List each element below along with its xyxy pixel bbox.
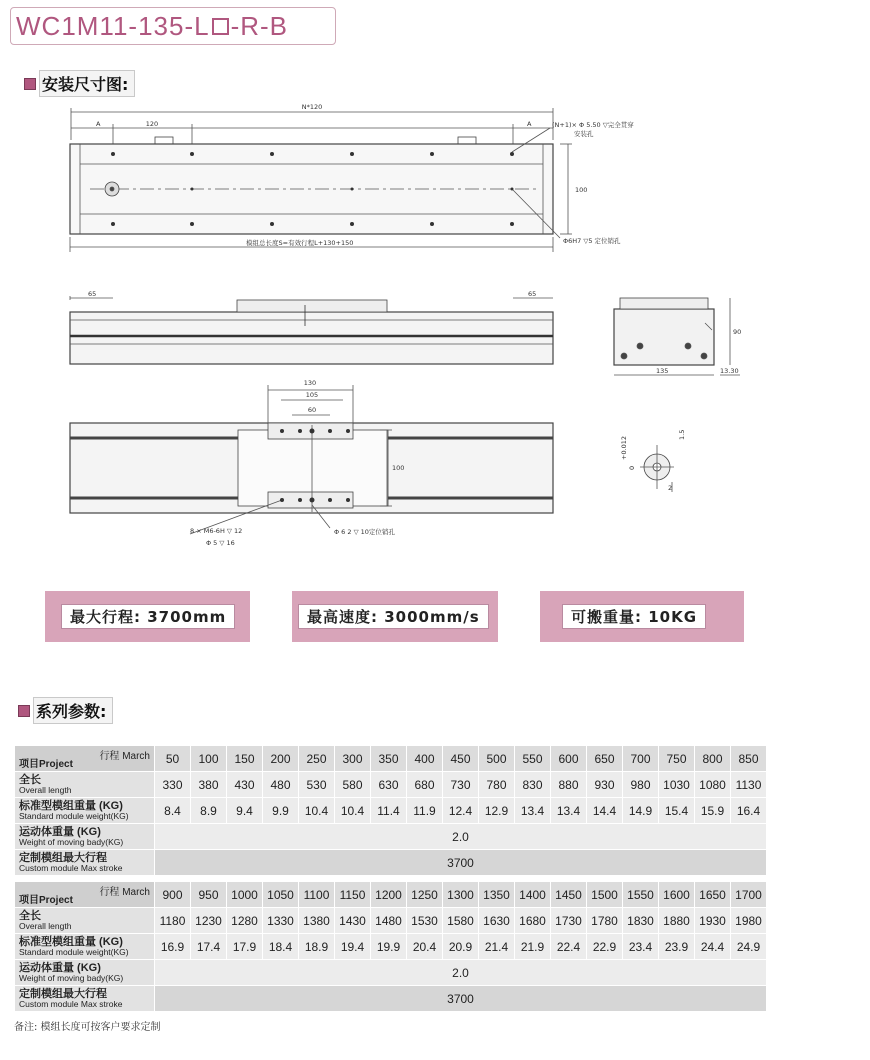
overall-cell: 1830 — [623, 908, 659, 934]
weight-cell: 17.4 — [191, 934, 227, 960]
weight-cell: 14.4 — [587, 798, 623, 824]
locating-pin-note: Φ 6 2 ▽ 10定位销孔 — [334, 528, 395, 536]
placeholder-square-icon — [212, 18, 229, 35]
dim-65-right: 65 — [528, 290, 537, 298]
dim-90: 90 — [733, 328, 742, 336]
stroke-cell: 750 — [659, 746, 695, 772]
overall-cell: 1230 — [191, 908, 227, 934]
weight-cell: 10.4 — [299, 798, 335, 824]
dim-c130: 130 — [303, 379, 317, 387]
overall-cell: 1930 — [695, 908, 731, 934]
weight-cell: 10.4 — [335, 798, 371, 824]
stroke-cell: 650 — [587, 746, 623, 772]
square-bullet-icon — [18, 705, 30, 717]
stroke-cell: 50 — [155, 746, 191, 772]
spec-max-speed-label: 最高速度: 3000mm/s — [298, 604, 489, 629]
overall-cell: 880 — [551, 772, 587, 798]
moving-en: Weight of moving bady(KG) — [19, 836, 124, 847]
stroke-cell: 1050 — [263, 882, 299, 908]
overall-cell: 1180 — [155, 908, 191, 934]
stroke-label: 行程 March — [99, 887, 150, 898]
dim-120: 120 — [145, 120, 159, 128]
overall-cell: 530 — [299, 772, 335, 798]
section-params-label: 系列参数: — [33, 697, 113, 724]
overall-cell: 1780 — [587, 908, 623, 934]
table-row — [15, 960, 767, 986]
stroke-cell: 450 — [443, 746, 479, 772]
params-table-1 — [14, 745, 767, 876]
weight-en: Standard module weight(KG) — [19, 810, 129, 821]
overall-cell: 1030 — [659, 772, 695, 798]
max-cn: 定制模组最大行程 — [19, 987, 107, 1000]
mount-hole-note: (N+1)× Φ 5.50 ▽完全贯穿 — [552, 121, 634, 129]
weight-cell: 23.4 — [623, 934, 659, 960]
stroke-cell: 1150 — [335, 882, 371, 908]
overall-cell: 1880 — [659, 908, 695, 934]
weight-cell: 8.4 — [155, 798, 191, 824]
table-row — [15, 824, 767, 850]
stroke-cell: 600 — [551, 746, 587, 772]
dim-c105: 105 — [305, 391, 319, 399]
weight-cell: 9.9 — [263, 798, 299, 824]
weight-cell: 16.9 — [155, 934, 191, 960]
dim-a-right: A — [527, 120, 532, 128]
params-table-2 — [14, 881, 767, 1012]
row-label-max — [15, 850, 155, 876]
stroke-cell: 150 — [227, 746, 263, 772]
overall-cell: 480 — [263, 772, 299, 798]
overall-cell: 1330 — [263, 908, 299, 934]
stroke-cell: 500 — [479, 746, 515, 772]
row-label-moving — [15, 960, 155, 986]
detail-dim-b: 2 — [668, 484, 673, 492]
weight-cell: 16.4 — [731, 798, 767, 824]
moving-weight-cell: 2.0 — [155, 824, 767, 850]
moving-cn: 运动体重量 (KG) — [19, 825, 101, 838]
weight-cell: 21.4 — [479, 934, 515, 960]
overall-cell: 980 — [623, 772, 659, 798]
max-stroke-cell: 3700 — [155, 986, 767, 1012]
weight-cell: 24.4 — [695, 934, 731, 960]
weight-cell: 11.9 — [407, 798, 443, 824]
table-row — [15, 908, 767, 934]
dim-height: 100 — [575, 186, 588, 194]
weight-cell: 20.9 — [443, 934, 479, 960]
stroke-cell: 950 — [191, 882, 227, 908]
max-en: Custom module Max stroke — [19, 998, 123, 1009]
moving-en: Weight of moving bady(KG) — [19, 972, 124, 983]
stroke-cell: 550 — [515, 746, 551, 772]
stroke-cell: 1600 — [659, 882, 695, 908]
overall-cell: 1480 — [371, 908, 407, 934]
overall-cell: 580 — [335, 772, 371, 798]
row-label-moving — [15, 824, 155, 850]
project-label: 项目Project — [19, 759, 73, 770]
overall-cell: 330 — [155, 772, 191, 798]
pin-hole-note: Φ6H7 ▽5 定位销孔 — [563, 237, 621, 245]
overall-en: Overall length — [19, 784, 72, 795]
moving-cn: 运动体重量 (KG) — [19, 961, 101, 974]
front-view — [70, 296, 553, 364]
top-view — [70, 108, 572, 252]
spec-max-stroke — [45, 591, 250, 642]
weight-cell: 19.9 — [371, 934, 407, 960]
dim-13: 13.30 — [720, 367, 739, 375]
max-cn: 定制模组最大行程 — [19, 851, 107, 864]
thread-note: 8 × M6-6H ▽ 12 — [190, 527, 243, 535]
row-label-overall — [15, 908, 155, 934]
mount-hole-note2: 安装孔 — [574, 130, 594, 138]
overall-cell: 930 — [587, 772, 623, 798]
row-label-weight — [15, 798, 155, 824]
weight-cell: 23.9 — [659, 934, 695, 960]
overall-cn: 全长 — [19, 773, 41, 786]
side-view — [614, 298, 740, 375]
stroke-cell: 250 — [299, 746, 335, 772]
stroke-cell: 400 — [407, 746, 443, 772]
overall-cell: 1580 — [443, 908, 479, 934]
weight-cell: 9.4 — [227, 798, 263, 824]
weight-cell: 20.4 — [407, 934, 443, 960]
weight-cell: 14.9 — [623, 798, 659, 824]
overall-cell: 1080 — [695, 772, 731, 798]
weight-cell: 12.9 — [479, 798, 515, 824]
table-row — [15, 772, 767, 798]
stroke-cell: 1700 — [731, 882, 767, 908]
table-row — [15, 986, 767, 1012]
table-header-project — [15, 882, 155, 908]
stroke-cell: 1550 — [623, 882, 659, 908]
stroke-cell: 100 — [191, 746, 227, 772]
stroke-cell: 800 — [695, 746, 731, 772]
row-label-max — [15, 986, 155, 1012]
section-drawing-heading — [24, 70, 135, 97]
overall-cell: 630 — [371, 772, 407, 798]
stroke-cell: 850 — [731, 746, 767, 772]
weight-cell: 15.9 — [695, 798, 731, 824]
project-label: 项目Project — [19, 895, 73, 906]
stroke-cell: 350 — [371, 746, 407, 772]
table-row — [15, 850, 767, 876]
dim-c100: 100 — [392, 464, 405, 472]
stroke-cell: 1200 — [371, 882, 407, 908]
spec-max-speed — [292, 591, 498, 642]
weight-cell: 8.9 — [191, 798, 227, 824]
stroke-cell: 1350 — [479, 882, 515, 908]
spec-payload — [540, 591, 744, 642]
total-length-note: 模组总长度S=有效行程L+130+150 — [246, 239, 354, 247]
spec-payload-label: 可搬重量: 10KG — [562, 604, 706, 629]
tolerance-upper: +0.012 — [620, 435, 628, 460]
dim-65-left: 65 — [88, 290, 97, 298]
detail-dim-a: 1.5 — [678, 429, 686, 440]
stroke-label: 行程 March — [99, 751, 150, 762]
spec-max-stroke-label: 最大行程: 3700mm — [61, 604, 235, 629]
weight-cell: 22.4 — [551, 934, 587, 960]
stroke-cell: 1100 — [299, 882, 335, 908]
weight-cell: 17.9 — [227, 934, 263, 960]
overall-cell: 1280 — [227, 908, 263, 934]
stroke-cell: 1400 — [515, 882, 551, 908]
stroke-cell: 700 — [623, 746, 659, 772]
weight-cn: 标准型模组重量 (KG) — [19, 799, 123, 812]
section-drawing-label: 安装尺寸图: — [39, 70, 135, 97]
overall-cell: 1430 — [335, 908, 371, 934]
overall-cell: 680 — [407, 772, 443, 798]
stroke-cell: 1000 — [227, 882, 263, 908]
dim-135: 135 — [656, 367, 669, 375]
model-title-prefix: WC1M11-135-L — [16, 10, 210, 41]
row-label-weight — [15, 934, 155, 960]
moving-weight-cell: 2.0 — [155, 960, 767, 986]
weight-en: Standard module weight(KG) — [19, 946, 129, 957]
max-en: Custom module Max stroke — [19, 862, 123, 873]
table-row — [15, 934, 767, 960]
dim-a-left: A — [96, 120, 101, 128]
overall-cell: 1680 — [515, 908, 551, 934]
stroke-cell: 1650 — [695, 882, 731, 908]
overall-cell: 1980 — [731, 908, 767, 934]
overall-cell: 380 — [191, 772, 227, 798]
dimension-drawing — [0, 95, 870, 565]
square-bullet-icon — [24, 78, 36, 90]
weight-cell: 15.4 — [659, 798, 695, 824]
weight-cell: 21.9 — [515, 934, 551, 960]
overall-cell: 430 — [227, 772, 263, 798]
overall-cell: 730 — [443, 772, 479, 798]
weight-cell: 18.9 — [299, 934, 335, 960]
dim-n120: N*120 — [301, 103, 323, 111]
overall-cell: 1130 — [731, 772, 767, 798]
overall-cell: 1730 — [551, 908, 587, 934]
model-title — [10, 7, 336, 45]
overall-cell: 830 — [515, 772, 551, 798]
stroke-cell: 1250 — [407, 882, 443, 908]
overall-cell: 780 — [479, 772, 515, 798]
weight-cell: 12.4 — [443, 798, 479, 824]
stroke-cell: 900 — [155, 882, 191, 908]
table-header-project — [15, 746, 155, 772]
overall-cn: 全长 — [19, 909, 41, 922]
stroke-cell: 300 — [335, 746, 371, 772]
stroke-cell: 200 — [263, 746, 299, 772]
weight-cell: 13.4 — [515, 798, 551, 824]
overall-cell: 1630 — [479, 908, 515, 934]
row-label-overall — [15, 772, 155, 798]
weight-cell: 18.4 — [263, 934, 299, 960]
table-row — [15, 798, 767, 824]
tolerance-lower: 0 — [628, 465, 636, 470]
stroke-cell: 1450 — [551, 882, 587, 908]
weight-cell: 13.4 — [551, 798, 587, 824]
weight-cell: 11.4 — [371, 798, 407, 824]
weight-cell: 22.9 — [587, 934, 623, 960]
stroke-cell: 1500 — [587, 882, 623, 908]
overall-en: Overall length — [19, 920, 72, 931]
weight-cn: 标准型模组重量 (KG) — [19, 935, 123, 948]
overall-cell: 1380 — [299, 908, 335, 934]
weight-cell: 24.9 — [731, 934, 767, 960]
hole-depth-note: Φ 5 ▽ 16 — [206, 539, 235, 547]
footnote: 备注: 模组长度可按客户要求定制 — [14, 1022, 161, 1033]
stroke-cell: 1300 — [443, 882, 479, 908]
weight-cell: 19.4 — [335, 934, 371, 960]
max-stroke-cell: 3700 — [155, 850, 767, 876]
model-title-suffix: -R-B — [230, 10, 289, 41]
overall-cell: 1530 — [407, 908, 443, 934]
dim-c60: 60 — [307, 406, 317, 414]
section-params-heading — [18, 697, 113, 724]
